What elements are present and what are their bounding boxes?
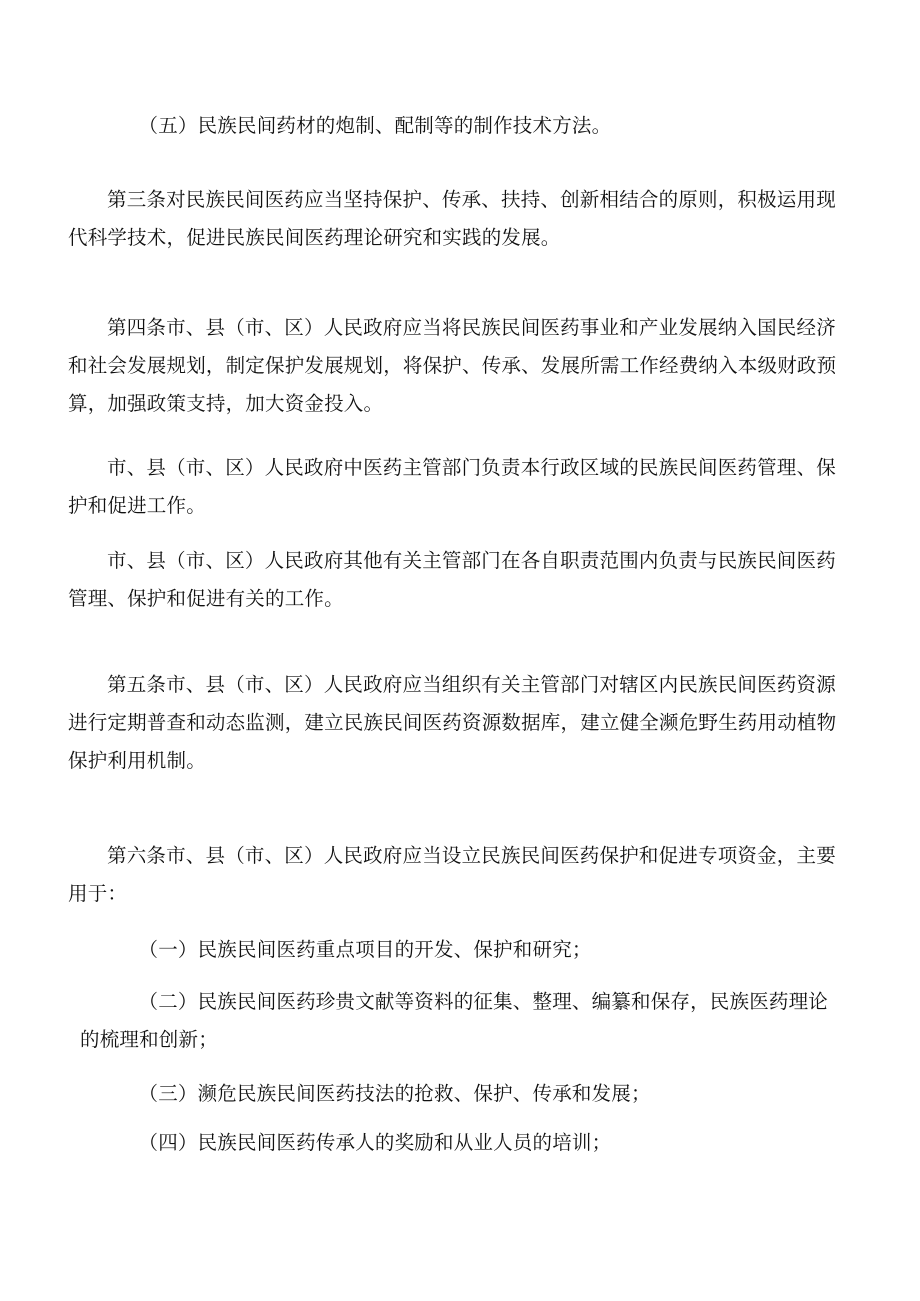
paragraph-item-3: （三）濒危民族民间医药技法的抢救、保护、传承和发展；	[138, 1082, 651, 1105]
paragraph-item-1: （一）民族民间医药重点项目的开发、保护和研究；	[138, 938, 592, 961]
paragraph-item-2: （二）民族民间医药珍贵文献等资料的征集、整理、编纂和保存，民族医药理论的梳理和创新；	[80, 990, 829, 1051]
paragraph-article-6: 第六条市、县（市、区）人民政府应当设立民族民间医药保护和促进专项资金，主要用于：	[68, 844, 836, 905]
paragraph-item-4: （四）民族民间医药传承人的奖励和从业人员的培训；	[138, 1131, 612, 1154]
paragraph-article-4-clause-2: 市、县（市、区）人民政府中医药主管部门负责本行政区域的民族民间医药管理、保护和促进工作。	[68, 456, 836, 517]
paragraph-article-5: 第五条市、县（市、区）人民政府应当组织有关主管部门对辖区内民族民间医药资源进行定期普查和动态监测，建立民族民间医药资源数据库，建立健全濒危野生药用动植物保护利用机制。	[68, 673, 837, 772]
paragraph-article-3: 第三条对民族民间医药应当坚持保护、传承、扶持、创新相结合的原则，积极运用现代科学技术，促进民族民间医药理论研究和实践的发展。	[68, 188, 836, 249]
paragraph-article-4-clause-3: 市、县（市、区）人民政府其他有关主管部门在各自职责范围内负责与民族民间医药管理、保护和促进有关的工作。	[68, 549, 836, 610]
paragraph-article-4: 第四条市、县（市、区）人民政府应当将民族民间医药事业和产业发展纳入国民经济和社会发展规划，制定保护发展规划，将保护、传承、发展所需工作经费纳入本级财政预算，加强政策支持，加大资金投入。	[68, 316, 837, 415]
paragraph-item-5: （五）民族民间药材的炮制、配制等的制作技术方法。	[138, 114, 612, 137]
